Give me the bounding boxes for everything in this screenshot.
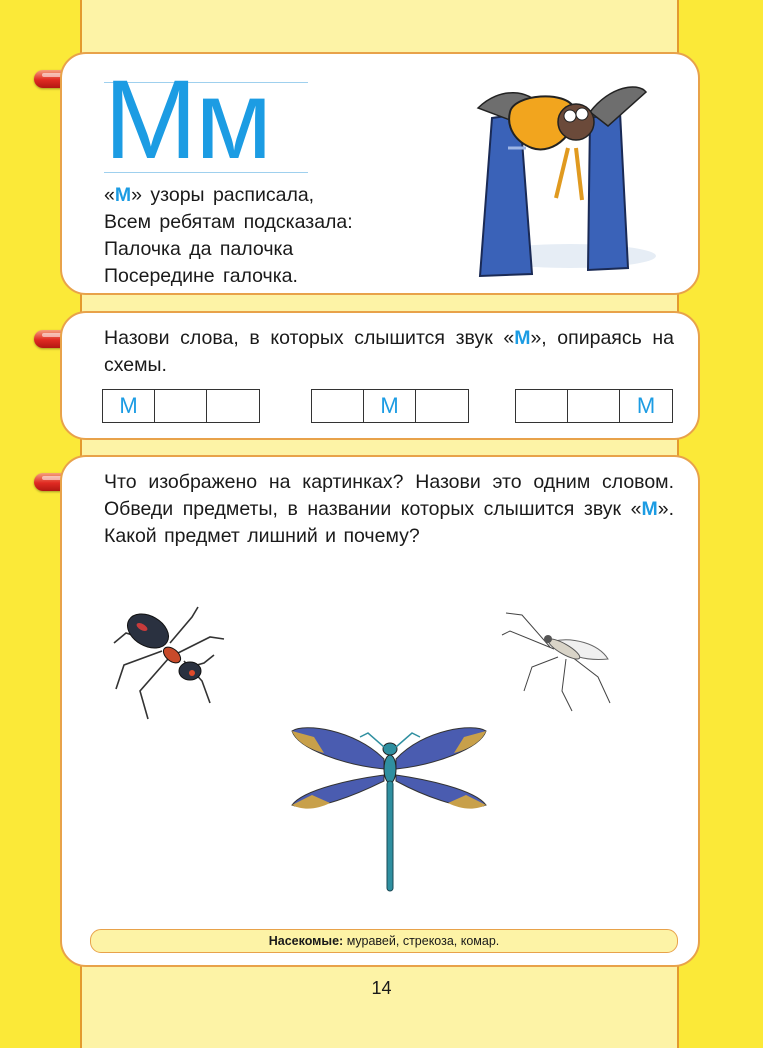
task2-text: Что изображено на картинках? Назови это одним словом. Обведи предметы, в названии которых слышится звук «М». Какой предмет лишний и почему? [104, 471, 674, 547]
scheme-cell: М [364, 390, 416, 422]
poem-line-3: Палочка да палочка [104, 238, 294, 260]
page-number: 14 [371, 978, 392, 998]
scheme-cell [416, 390, 468, 422]
scheme-cell [568, 390, 620, 422]
scheme-cell [207, 390, 259, 422]
poem-line-4: Посередине галочка. [104, 265, 298, 287]
task1-card [60, 311, 700, 440]
mosquito-picture [502, 607, 622, 717]
dragonfly-picture [284, 719, 494, 899]
scheme-cell: М [636, 393, 656, 418]
sound-scheme-2 [311, 389, 469, 423]
letter-card [60, 52, 700, 295]
big-letter-title: Мм [104, 57, 271, 182]
scheme-cell: М [103, 390, 155, 422]
task2-card [60, 455, 700, 967]
task1-text: Назови слова, в которых слышится звук «М», опираясь на схемы. [104, 327, 674, 376]
answer-bar: Насекомые: муравей, стрекоза, комар. [90, 929, 678, 953]
poem [104, 182, 353, 290]
sound-scheme-1 [102, 389, 260, 423]
poem-line-2: Всем ребятам подсказала: [104, 211, 353, 233]
scheme-cell [516, 390, 568, 422]
ant-picture [106, 603, 226, 723]
scheme-cell [312, 390, 364, 422]
poem-line-1: «М» узоры расписала, [104, 184, 315, 206]
scheme-cell [155, 390, 207, 422]
sound-scheme-3 [515, 389, 673, 423]
letter-m-bird-picture [470, 78, 660, 278]
